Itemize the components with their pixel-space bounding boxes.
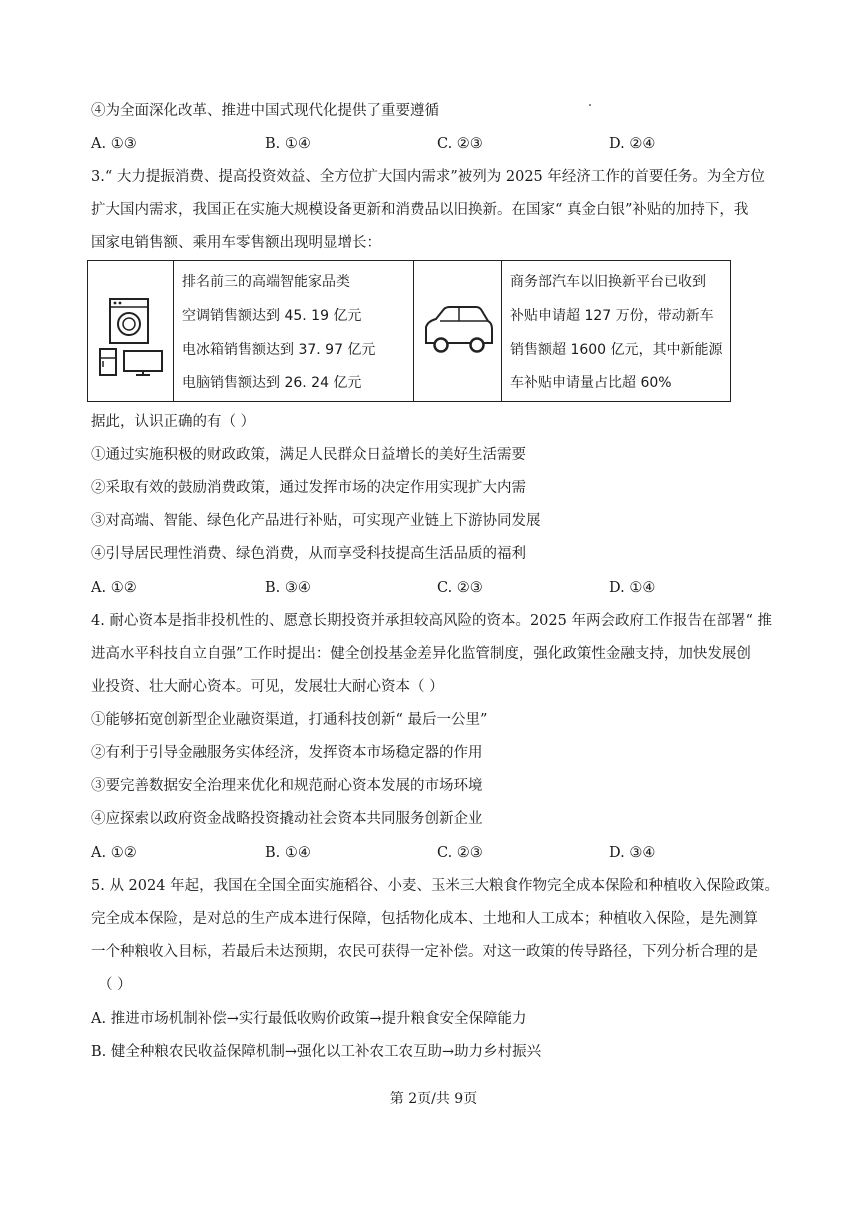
q3-stem-line-1: 3.“ 大力提振消费、提高投资效益、全方位扩大国内需求”被列为 2025 年经济工作的首要任务。为全方位 (91, 169, 765, 185)
q2-option-b: B. ①④ (265, 136, 311, 152)
q3-stem-line-3: 国家电销售额、乘用车零售额出现明显增长： (91, 235, 381, 251)
q4-item-1: ①能够拓宽创新型企业融资渠道，打通科技创新“ 最后一公里” (91, 712, 488, 728)
q4-item-2: ②有利于引导金融服务实体经济，发挥资本市场稳定器的作用 (91, 745, 483, 761)
q3-item-2: ②采取有效的鼓励消费政策，通过发挥市场的决定作用实现扩大内需 (91, 480, 526, 496)
appliance-icon-cell (88, 261, 174, 401)
q2-options (91, 134, 791, 154)
q3-item-3: ③对高端、智能、绿色化产品进行补贴，可实现产业链上下游协同发展 (91, 513, 541, 529)
q4-option-d: D. ③④ (609, 845, 656, 861)
q4-option-b: B. ①④ (265, 845, 311, 861)
q3-option-c: C. ②③ (437, 580, 483, 596)
appliance-line-3: 电冰箱销售额达到 37. 97 亿元 (182, 342, 376, 358)
q3-option-a: A. ①② (91, 580, 137, 596)
q4-item-4: ④应探索以政府资金战略投资撬动社会资本共同服务创新企业 (91, 811, 483, 827)
q4-stem-line-2: 进高水平科技自立自强”工作时提出：健全创投基金差异化监管制度，强化政策性金融支持，加快发展创 (91, 646, 751, 662)
q3-option-d: D. ①④ (609, 580, 656, 596)
appliance-line-4: 电脑销售额达到 26. 24 亿元 (182, 375, 362, 391)
q2-option-c: C. ②③ (437, 136, 483, 152)
scan-dot (589, 104, 591, 106)
q5-stem-line-2: 完全成本保险，是对总的生产成本进行保障，包括物化成本、土地和人工成本；种植收入保险，是先测算 (91, 911, 758, 927)
q4-options (91, 843, 791, 863)
car-icon (414, 261, 502, 403)
car-icon-cell (414, 261, 502, 401)
q5-stem-blank: （ ） (98, 977, 132, 993)
q4-option-c: C. ②③ (437, 845, 483, 861)
q4-option-a: A. ①② (91, 845, 137, 861)
auto-line-2: 补贴申请超 127 万份，带动新车 (510, 308, 714, 324)
q2-option-d: D. ②④ (609, 136, 656, 152)
q5-stem-line-1: 5. 从 2024 年起，我国在全国全面实施稻谷、小麦、玉米三大粮食作物完全成本保险和种植收入保险政策。 (91, 878, 780, 894)
q3-stem-line-2: 扩大国内需求，我国正在实施大规模设备更新和消费品以旧换新。在国家“ 真金白银”补贴的加持下，我 (91, 202, 749, 218)
appliance-line-1: 排名前三的高端智能家品类 (182, 274, 350, 290)
q4-stem-line-1: 4. 耐心资本是指非投机性的、愿意长期投资并承担较高风险的资本。2025 年两会政府工作报告在部署“ 推 (91, 613, 772, 629)
q5-stem-line-3: 一个种粮收入目标，若最后未达预期，农民可获得一定补偿。对这一政策的传导路径，下列分析合理的是 (91, 944, 758, 960)
q5-option-b: B. 健全种粮农民收益保障机制→强化以工补农工农互助→助力乡村振兴 (91, 1044, 542, 1060)
q3-option-b: B. ③④ (265, 580, 311, 596)
appliances-icon (88, 261, 174, 403)
q2-option-a: A. ①③ (91, 136, 137, 152)
auto-line-1: 商务部汽车以旧换新平台已收到 (510, 274, 706, 290)
q3-prompt: 据此，认识正确的有（ ） (91, 414, 256, 430)
auto-sales-cell (502, 261, 730, 401)
page-footer: 第 2页/共 9页 (389, 1091, 478, 1107)
q4-stem-line-3: 业投资、壮大耐心资本。可见，发展壮大耐心资本（ ） (91, 679, 444, 695)
auto-line-4: 车补贴申请量占比超 60% (510, 375, 672, 391)
appliance-sales-cell (174, 261, 414, 401)
q2-item-4: ④为全面深化改革、推进中国式现代化提供了重要遵循 (91, 103, 439, 119)
q5-option-a: A. 推进市场机制补偿→实行最低收购价政策→提升粮食安全保障能力 (91, 1011, 527, 1027)
auto-line-3: 销售额超 1600 亿元，其中新能源 (510, 342, 723, 358)
q3-options (91, 578, 791, 598)
q3-data-table (87, 260, 731, 402)
q3-item-4: ④引导居民理性消费、绿色消费，从而享受科技提高生活品质的福利 (91, 546, 526, 562)
q3-item-1: ①通过实施积极的财政政策，满足人民群众日益增长的美好生活需要 (91, 447, 526, 463)
appliance-line-2: 空调销售额达到 45. 19 亿元 (182, 308, 362, 324)
q4-item-3: ③要完善数据安全治理来优化和规范耐心资本发展的市场环境 (91, 778, 483, 794)
